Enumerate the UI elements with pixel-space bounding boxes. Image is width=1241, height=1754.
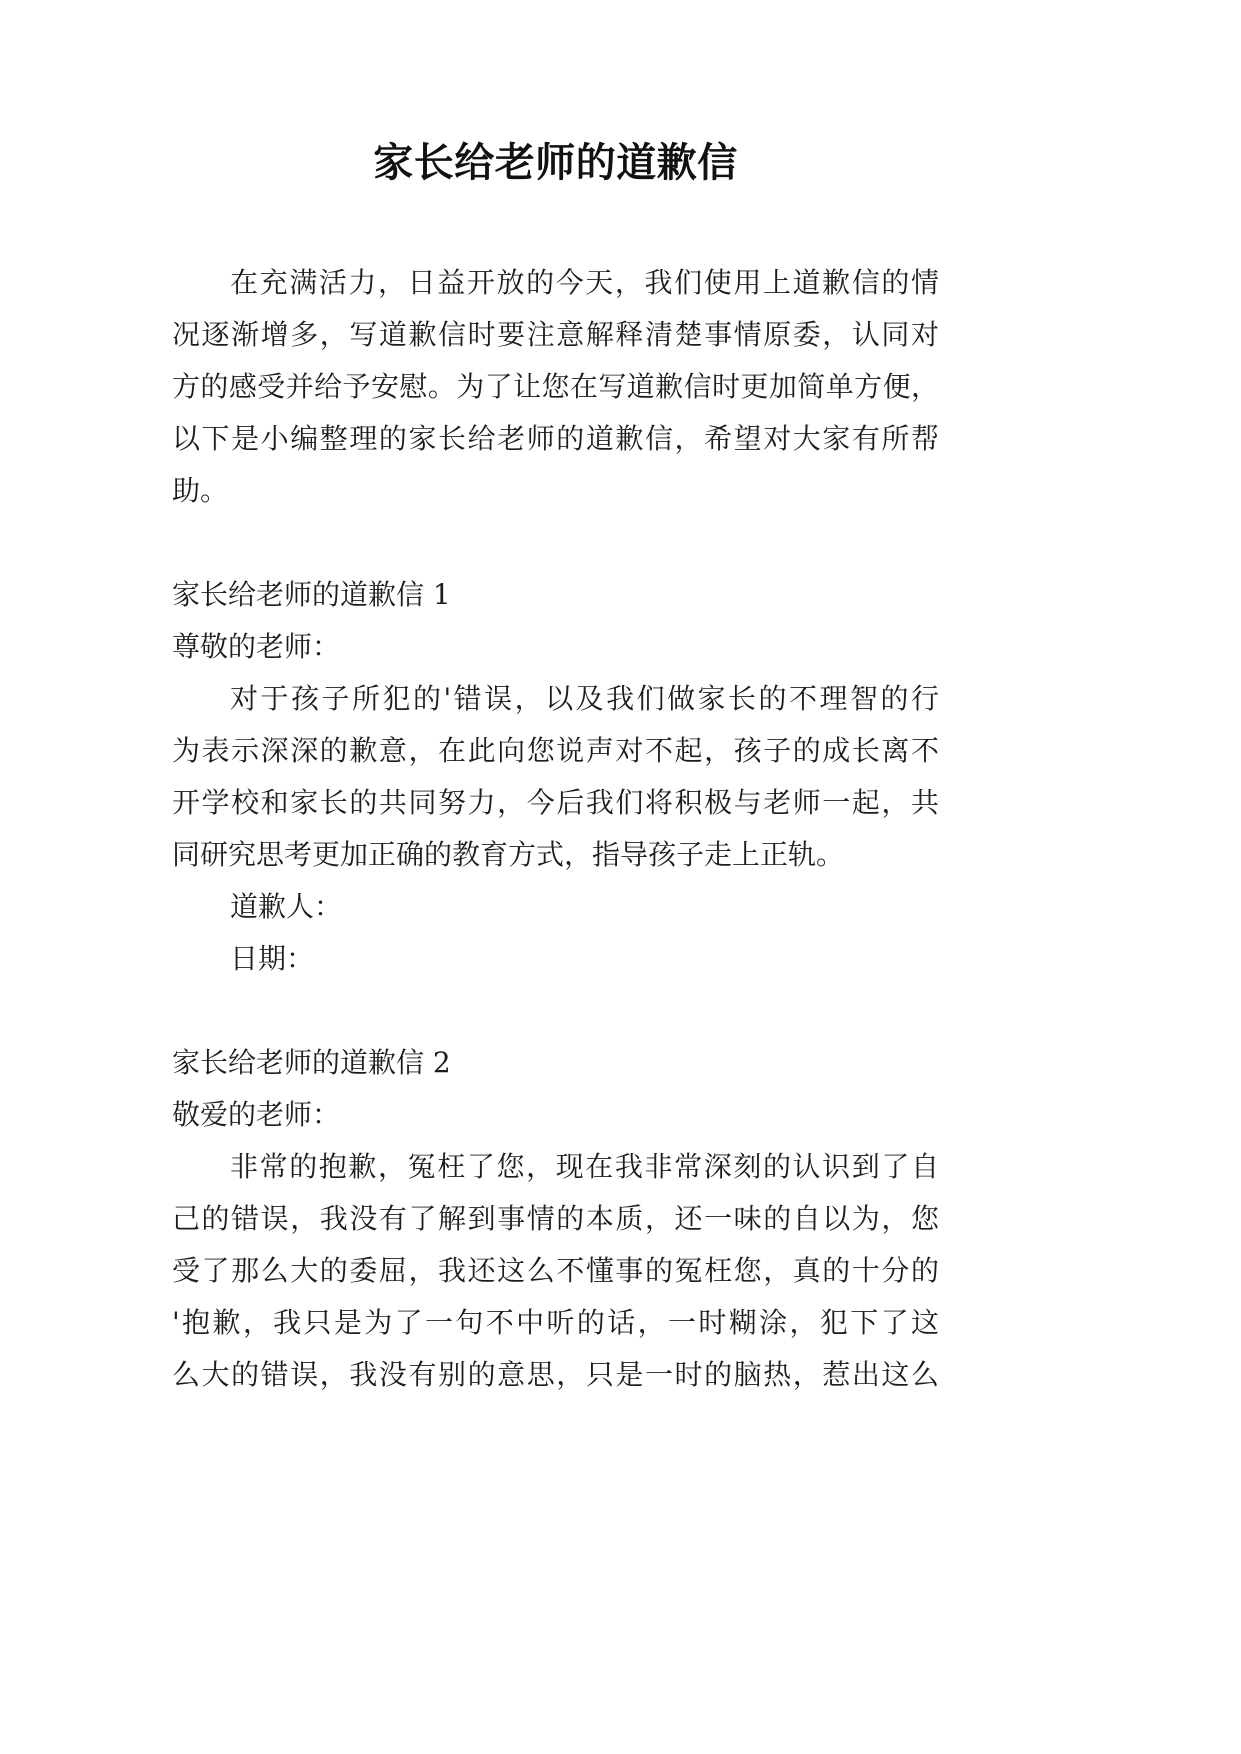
letter-body-line: 对于孩子所犯的'错误，以及我们做家长的不理智的行 (230, 682, 939, 715)
page-title: 家长给老师的道歉信 (373, 139, 738, 186)
letter-salutation: 尊敬的老师： (172, 630, 341, 663)
document-body (172, 257, 939, 1401)
letter-1 (172, 569, 939, 985)
paragraph-spacer (172, 985, 939, 1037)
intro-line: 助。 (172, 474, 229, 507)
intro-paragraph (172, 257, 939, 517)
paragraph-spacer (172, 517, 939, 569)
date-label: 日期： (230, 942, 315, 975)
letter-body-line: 为表示深深的歉意，在此向您说声对不起，孩子的成长离不 (172, 734, 939, 767)
letter-heading: 家长给老师的道歉信 1 (172, 578, 451, 611)
letter-body-line: 开学校和家长的共同努力，今后我们将积极与老师一起，共 (172, 786, 939, 819)
letter-body-line: 同研究思考更加正确的教育方式，指导孩子走上正轨。 (172, 838, 845, 871)
letter-body-line: 非常的抱歉，冤枉了您，现在我非常深刻的认识到了自 (230, 1150, 939, 1183)
letter-body-line: 己的错误，我没有了解到事情的本质，还一味的自以为，您 (172, 1202, 939, 1235)
intro-line: 在充满活力，日益开放的今天，我们使用上道歉信的情 (230, 266, 939, 299)
letter-2 (172, 1037, 939, 1401)
signature-label: 道歉人： (230, 890, 343, 923)
intro-line: 方的感受并给予安慰。为了让您在写道歉信时更加简单方便， (172, 370, 939, 403)
letter-salutation: 敬爱的老师： (172, 1098, 341, 1131)
intro-line: 以下是小编整理的家长给老师的道歉信，希望对大家有所帮 (172, 422, 939, 455)
letter-body-line: 么大的错误，我没有别的意思，只是一时的脑热，惹出这么 (172, 1358, 939, 1391)
intro-line: 况逐渐增多，写道歉信时要注意解释清楚事情原委，认同对 (172, 318, 939, 351)
letter-body-line: '抱歉，我只是为了一句不中听的话，一时糊涂，犯下了这 (172, 1306, 939, 1339)
letter-heading: 家长给老师的道歉信 2 (172, 1046, 451, 1079)
letter-body-line: 受了那么大的委屈，我还这么不懂事的冤枉您，真的十分的 (172, 1254, 939, 1287)
